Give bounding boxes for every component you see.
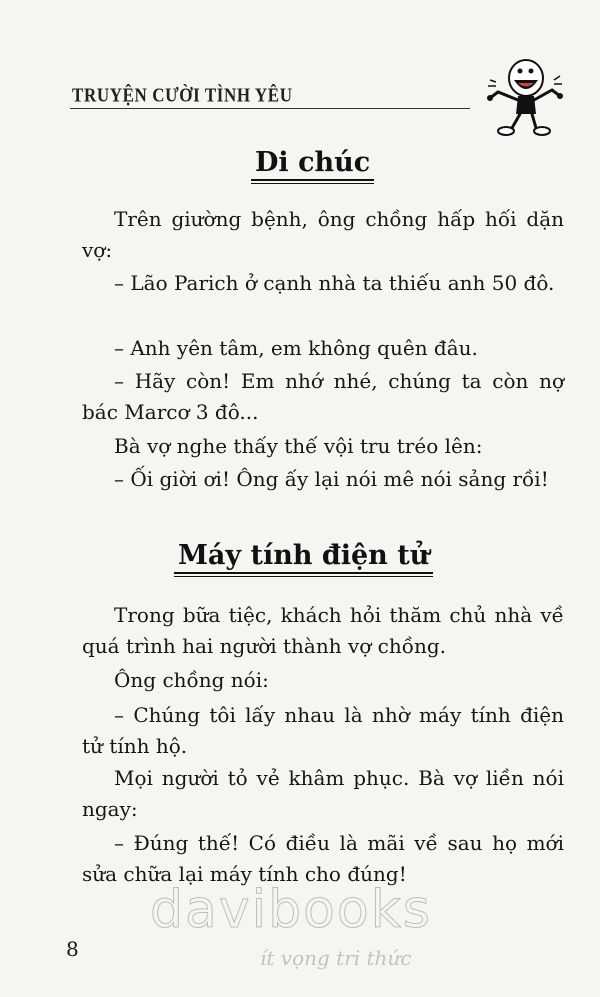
page-number: 8 xyxy=(66,937,79,961)
laughing-mascot-icon xyxy=(484,52,564,138)
watermark-tagline: ít vọng tri thức xyxy=(260,946,412,970)
story1-paragraph-4: – Hãy còn! Em nhớ nhé, chúng ta còn nợ bác Marcơ 3 đô... xyxy=(82,369,564,424)
story1-paragraph-6: – Ối giời ơi! Ông ấy lại nói mê nói sảng rồi! xyxy=(114,467,549,491)
running-title: TRUYỆN CƯỜI TÌNH YÊU xyxy=(72,84,293,106)
story2-paragraph-4: Mọi người tỏ vẻ khâm phục. Bà vợ liền nói ngay: xyxy=(82,766,564,821)
story1-paragraph-5: Bà vợ nghe thấy thế vội tru tréo lên: xyxy=(114,434,483,458)
header-divider xyxy=(70,108,470,109)
story1-paragraph-2: – Lão Parich ở cạnh nhà ta thiếu anh 50 đô. xyxy=(114,271,555,295)
story1-paragraph-3: – Anh yên tâm, em không quên đâu. xyxy=(114,336,478,360)
story2-paragraph-5: – Đúng thế! Có điều là mãi về sau họ mới sửa chữa lại máy tính cho đúng! xyxy=(82,831,564,886)
story2-paragraph-1: Trong bữa tiệc, khách hỏi thăm chủ nhà về quá trình hai người thành vợ chồng. xyxy=(82,603,564,658)
story2-paragraph-3: – Chúng tôi lấy nhau là nhờ máy tính điện tử tính hộ. xyxy=(82,703,564,758)
watermark-brand: davibooks xyxy=(150,880,432,940)
story-title-may-tinh-dien-tu: Máy tính điện tử xyxy=(178,540,430,571)
story-title-di-chuc: Di chúc xyxy=(255,147,371,178)
story2-paragraph-2: Ông chồng nói: xyxy=(114,668,269,692)
story1-paragraph-1: Trên giường bệnh, ông chồng hấp hối dặn vợ: xyxy=(82,207,564,262)
